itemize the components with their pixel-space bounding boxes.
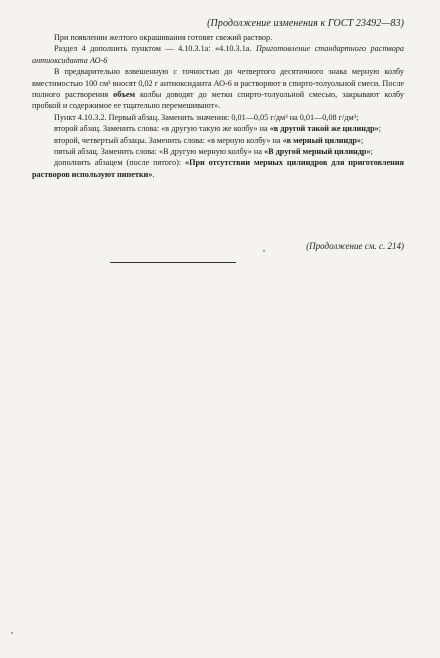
text-segment: пятый абзац. Заменить слова: «В другую мерную колбу» на (54, 147, 264, 157)
text-segment: . (152, 169, 155, 179)
paragraph-p3 (32, 66, 404, 112)
text-segment: Раздел 4 дополнить пунктом — 4.10.3.1а: «4.10.3.1а. (54, 44, 256, 54)
text-segment: ; (370, 147, 373, 157)
text-segment: второй, четвертый абзацы. Заменить слова: «в мерную колбу» на (54, 135, 283, 145)
text-segment: При появлении желтого окрашивания готовят свежий раствор. (54, 33, 273, 42)
text-segment: Пункт 4.10.3.2. Первый абзац. Заменить значения: 0,01—0,05 г/дм³ на 0,01—0,08 г/дм³; (54, 112, 359, 122)
text-segment: Приготовление стандартного раствора антиоксиданта АО-6 (32, 44, 404, 65)
paragraph-p6 (32, 135, 404, 146)
text-segment: ; (361, 135, 364, 145)
paragraph-p8 (32, 157, 404, 180)
text-segment: В предварительно взвешенную с точностью до четвертого десятичного знака мерную колбу вместимостью 100 см³ вносят 0,02 г антиоксиданта АО-6 и растворяют в спирто-толуольной смеси. После полного растворения (32, 67, 404, 100)
text-segment: «в другой такой же цилиндр» (269, 124, 379, 134)
scan-speck (263, 250, 265, 252)
paragraph-p2 (32, 43, 404, 66)
paragraph-p1 (32, 32, 404, 43)
separator-rule (110, 262, 236, 263)
document-body (32, 32, 404, 180)
text-segment: «в мерный цилиндр» (282, 135, 362, 145)
text-segment: колбы доводят до метки спирто-толуольной смесью, закрывают колбу пробкой и содержимое ее тщательно перемешивают». (32, 90, 404, 111)
page-header: (Продолжение изменения к ГОСТ 23492—83) (207, 18, 404, 29)
text-segment: «При отсутствии мерных цилиндров для приготовления растворов используют пипетки» (32, 158, 404, 179)
paragraph-p7 (32, 146, 404, 157)
scan-speck (11, 632, 13, 634)
paragraph-p4 (32, 112, 404, 123)
text-segment: дополнить абзацем (после пятого): (54, 158, 186, 168)
text-segment: «В другой мерный цилиндр» (264, 147, 371, 157)
text-segment: объем (113, 90, 136, 100)
continuation-note: (Продолжение см. с. 214) (306, 241, 404, 251)
text-segment: ; (378, 124, 382, 134)
text-segment: второй абзац. Заменить слова: «в другую такую же колбу» на (54, 124, 270, 134)
paragraph-p5 (32, 123, 404, 134)
